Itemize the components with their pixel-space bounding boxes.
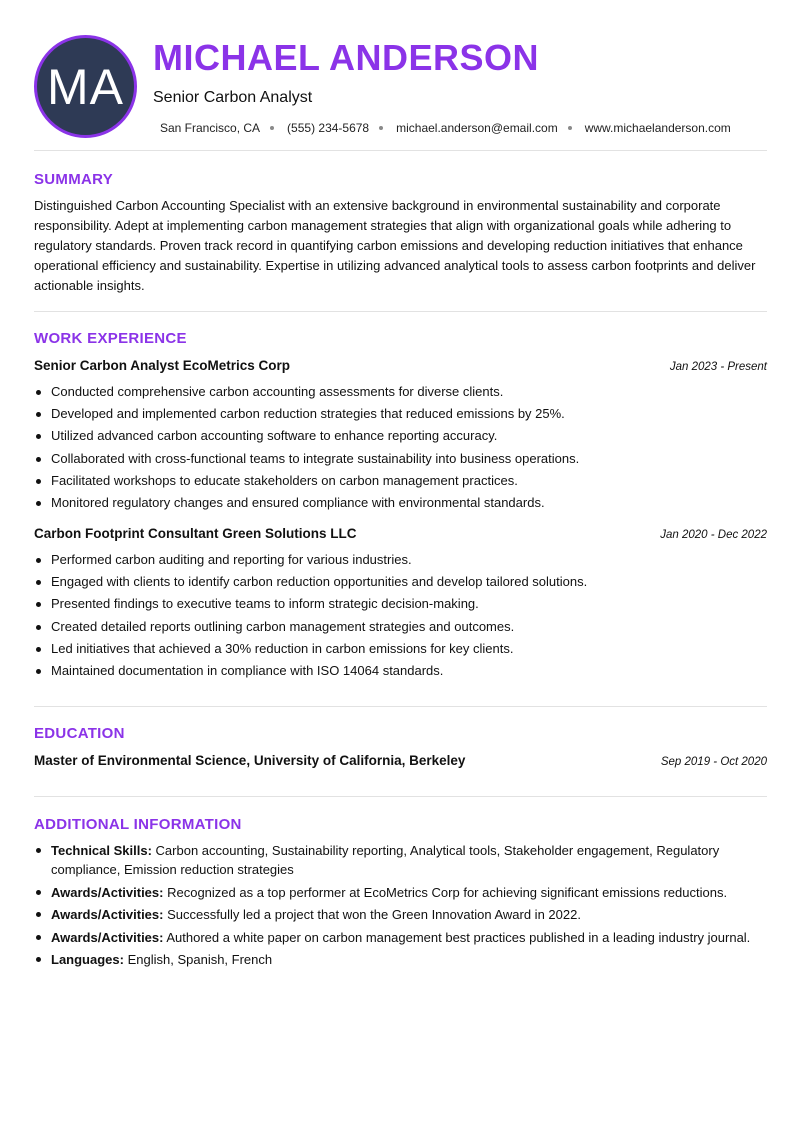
job-bullets: [34, 549, 767, 682]
list-item: Created detailed reports outlining carbon management strategies and outcomes.: [34, 616, 767, 638]
list-item: [34, 841, 767, 879]
summary-heading: SUMMARY: [34, 171, 114, 188]
item-text: Successfully led a project that won the Green Innovation Award in 2022.: [167, 907, 581, 922]
list-item: Monitored regulatory changes and ensured compliance with environmental standards.: [34, 492, 767, 514]
divider: [34, 796, 767, 797]
list-item: [34, 883, 767, 902]
job-position: Carbon Footprint Consultant Green Solutions LLC: [34, 526, 357, 541]
item-label: Languages:: [51, 952, 124, 967]
contact-location: San Francisco, CA: [160, 121, 261, 135]
item-label: Technical Skills:: [51, 843, 152, 858]
separator-dot-icon: [270, 126, 274, 130]
contact-bar: [160, 121, 731, 135]
avatar-initials: MA: [47, 58, 124, 115]
list-item: [34, 950, 767, 969]
item-label: Awards/Activities:: [51, 907, 164, 922]
list-item: Conducted comprehensive carbon accounting assessments for diverse clients.: [34, 381, 767, 403]
item-text: Recognized as a top performer at EcoMetrics Corp for achieving significant emissions reductions.: [167, 884, 728, 900]
item-label: Awards/Activities:: [51, 884, 164, 900]
education-dates: Sep 2019 - Oct 2020: [660, 756, 767, 768]
contact-phone: (555) 234-5678: [287, 121, 370, 135]
job-header: [34, 526, 767, 541]
list-item: [34, 928, 767, 947]
divider: [34, 706, 767, 707]
additional-info-heading: ADDITIONAL INFORMATION: [34, 816, 242, 833]
item-text: English, Spanish, French: [127, 952, 273, 967]
job-bullets: [34, 381, 767, 514]
list-item: Presented findings to executive teams to inform strategic decision-making.: [34, 593, 767, 615]
list-item: Facilitated workshops to educate stakeholders on carbon management practices.: [34, 470, 767, 492]
education-degree: Master of Environmental Science, University of California, Berkeley: [34, 753, 466, 768]
summary-text: Distinguished Carbon Accounting Specialist with an extensive background in environmental sustainability and corporate responsibility. Adept at implementing carbon management strategies that align with organizational goals while adhering to regulatory standards. Proven track record in quantifying carbon emissions and developing reduction initiatives that enhance operational efficiency and sustainability. Expertise in utilizing advanced analytical tools to assess carbon footprints and deliver actionable insights.: [34, 198, 756, 293]
divider: [34, 150, 767, 151]
education-heading: EDUCATION: [34, 725, 125, 742]
item-text: Authored a white paper on carbon management best practices published in a leading industry journal.: [166, 929, 751, 945]
work-experience-heading: WORK EXPERIENCE: [34, 330, 187, 347]
item-text: Carbon accounting, Sustainability reporting, Analytical tools, Stakeholder engagement, Regulatory compliance, Emission reduction strategies: [51, 843, 720, 877]
list-item: Collaborated with cross-functional teams to integrate sustainability into business operations.: [34, 448, 767, 470]
job-dates: Jan 2023 - Present: [669, 361, 767, 373]
list-item: [34, 905, 767, 924]
job-position: Senior Carbon Analyst EcoMetrics Corp: [34, 358, 291, 373]
avatar: [34, 35, 137, 138]
list-item: Performed carbon auditing and reporting for various industries.: [34, 549, 767, 571]
list-item: Utilized advanced carbon accounting software to enhance reporting accuracy.: [34, 425, 767, 447]
contact-website[interactable]: www.michaelanderson.com: [584, 121, 731, 135]
list-item: Maintained documentation in compliance with ISO 14064 standards.: [34, 660, 767, 682]
divider: [34, 311, 767, 312]
list-item: Developed and implemented carbon reduction strategies that reduced emissions by 25%.: [34, 403, 767, 425]
list-item: Led initiatives that achieved a 30% reduction in carbon emissions for key clients.: [34, 638, 767, 660]
list-item: Engaged with clients to identify carbon reduction opportunities and develop tailored solutions.: [34, 571, 767, 593]
separator-dot-icon: [379, 126, 383, 130]
job-header: [34, 358, 767, 373]
job-dates: Jan 2020 - Dec 2022: [660, 529, 767, 541]
contact-email[interactable]: michael.anderson@email.com: [396, 121, 558, 135]
candidate-name: MICHAEL ANDERSON: [153, 37, 540, 78]
separator-dot-icon: [568, 126, 572, 130]
job-title: Senior Carbon Analyst: [153, 89, 313, 106]
item-label: Awards/Activities:: [51, 929, 164, 945]
additional-info-list: [34, 841, 767, 973]
education-entry: [34, 753, 767, 768]
